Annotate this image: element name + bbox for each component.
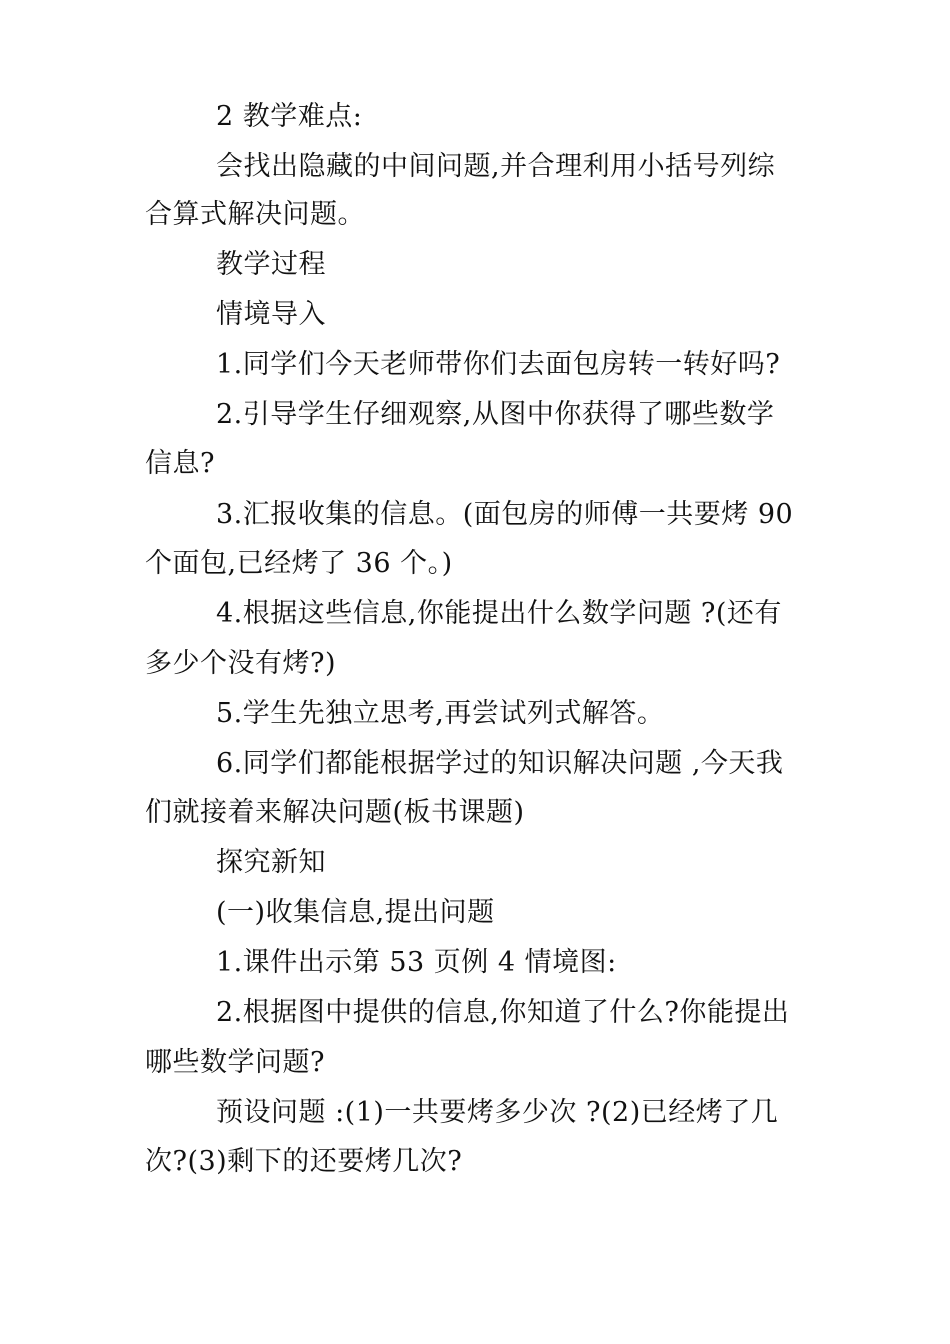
paragraph-line: 5.学生先独立思考,再尝试列式解答。 bbox=[216, 698, 665, 729]
paragraph-line: 们就接着来解决问题(板书课题) bbox=[145, 797, 525, 828]
paragraph-line: 次?(3)剩下的还要烤几次? bbox=[145, 1146, 463, 1177]
paragraph-line: 4.根据这些信息,你能提出什么数学问题 ?(还有 bbox=[216, 598, 782, 629]
paragraph-line: 6.同学们都能根据学过的知识解决问题 ,今天我 bbox=[216, 748, 784, 779]
paragraph-line: 3.汇报收集的信息。(面包房的师傅一共要烤 90 bbox=[216, 499, 794, 530]
paragraph-line: 多少个没有烤?) bbox=[145, 648, 337, 679]
subheading-collect-info: (一)收集信息,提出问题 bbox=[216, 897, 495, 928]
paragraph-line: 个面包,已经烤了 36 个。) bbox=[145, 548, 453, 579]
paragraph-line: 1.课件出示第 53 页例 4 情境图: bbox=[216, 947, 617, 978]
paragraph-line: 2.根据图中提供的信息,你知道了什么?你能提出 bbox=[216, 997, 790, 1028]
heading-situation-intro: 情境导入 bbox=[216, 299, 326, 330]
paragraph-line: 会找出隐藏的中间问题,并合理利用小括号列综 bbox=[216, 151, 776, 182]
paragraph-line: 预设问题 :(1)一共要烤多少次 ?(2)已经烤了几 bbox=[216, 1097, 779, 1128]
heading-teaching-difficulty: 2 教学难点: bbox=[216, 101, 363, 132]
paragraph-line: 1.同学们今天老师带你们去面包房转一转好吗? bbox=[216, 349, 781, 380]
paragraph-line: 2.引导学生仔细观察,从图中你获得了哪些数学 bbox=[216, 399, 775, 430]
paragraph-line: 信息? bbox=[145, 448, 215, 479]
heading-teaching-process: 教学过程 bbox=[216, 249, 326, 280]
paragraph-line: 哪些数学问题? bbox=[145, 1047, 325, 1078]
heading-explore-new: 探究新知 bbox=[216, 847, 326, 878]
paragraph-line: 合算式解决问题。 bbox=[145, 199, 365, 230]
